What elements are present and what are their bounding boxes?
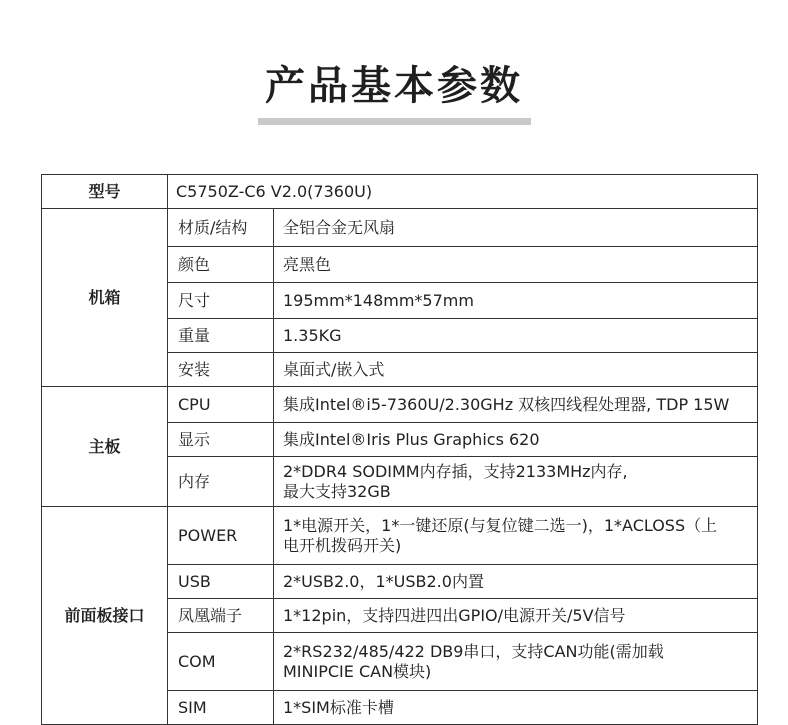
row-label: SIM xyxy=(168,691,274,725)
row-label: 尺寸 xyxy=(168,283,274,319)
row-value: 195mm*148mm*57mm xyxy=(274,283,758,319)
model-value: C5750Z-C6 V2.0(7360U) xyxy=(168,175,758,209)
row-value-line: MINIPCIE CAN模块) xyxy=(283,661,432,681)
row-value: 1*12pin，支持四进四出GPIO/电源开关/5V信号 xyxy=(274,599,758,633)
row-value-line: 最大支持32GB xyxy=(283,481,391,501)
group-name-mainboard: 主板 xyxy=(42,387,168,507)
row-value: 亮黑色 xyxy=(274,247,758,283)
spec-table xyxy=(41,174,758,725)
row-label: 显示 xyxy=(168,423,274,457)
row-value xyxy=(274,507,758,565)
row-value-line: 2*RS232/485/422 DB9串口，支持CAN功能(需加载 xyxy=(283,641,664,661)
row-label: 内存 xyxy=(168,457,274,507)
group-name-chassis: 机箱 xyxy=(42,209,168,387)
row-value-line: 2*DDR4 SODIMM内存插，支持2133MHz内存, xyxy=(283,461,628,481)
row-label: 凤凰端子 xyxy=(168,599,274,633)
row-value xyxy=(274,457,758,507)
row-value: 全铝合金无风扇 xyxy=(274,209,758,247)
row-value-line: 1*电源开关，1*一键还原(与复位键二选一)，1*ACLOSS（上 xyxy=(283,515,718,535)
row-label: 颜色 xyxy=(168,247,274,283)
row-value: 桌面式/嵌入式 xyxy=(274,353,758,387)
row-value: 集成Intel®i5-7360U/2.30GHz 双核四线程处理器, TDP 15W xyxy=(274,387,758,423)
page-title: 产品基本参数 xyxy=(265,63,523,109)
row-value: 1.35KG xyxy=(274,319,758,353)
table-row xyxy=(42,209,758,247)
table-row xyxy=(42,387,758,423)
group-name-front-panel: 前面板接口 xyxy=(42,507,168,725)
row-value xyxy=(274,633,758,691)
model-label: 型号 xyxy=(42,175,168,209)
row-value: 1*SIM标准卡槽 xyxy=(274,691,758,725)
row-label: COM xyxy=(168,633,274,691)
row-value-line: 电开机拨码开关) xyxy=(283,535,402,555)
row-label: CPU xyxy=(168,387,274,423)
title-underline xyxy=(258,118,531,125)
row-value: 集成Intel®Iris Plus Graphics 620 xyxy=(274,423,758,457)
table-row xyxy=(42,175,758,209)
title-area xyxy=(0,58,788,114)
row-value: 2*USB2.0，1*USB2.0内置 xyxy=(274,565,758,599)
row-label: USB xyxy=(168,565,274,599)
row-label: 重量 xyxy=(168,319,274,353)
row-label: 材质/结构 xyxy=(168,209,274,247)
row-label: 安装 xyxy=(168,353,274,387)
row-label: POWER xyxy=(168,507,274,565)
table-row xyxy=(42,507,758,565)
